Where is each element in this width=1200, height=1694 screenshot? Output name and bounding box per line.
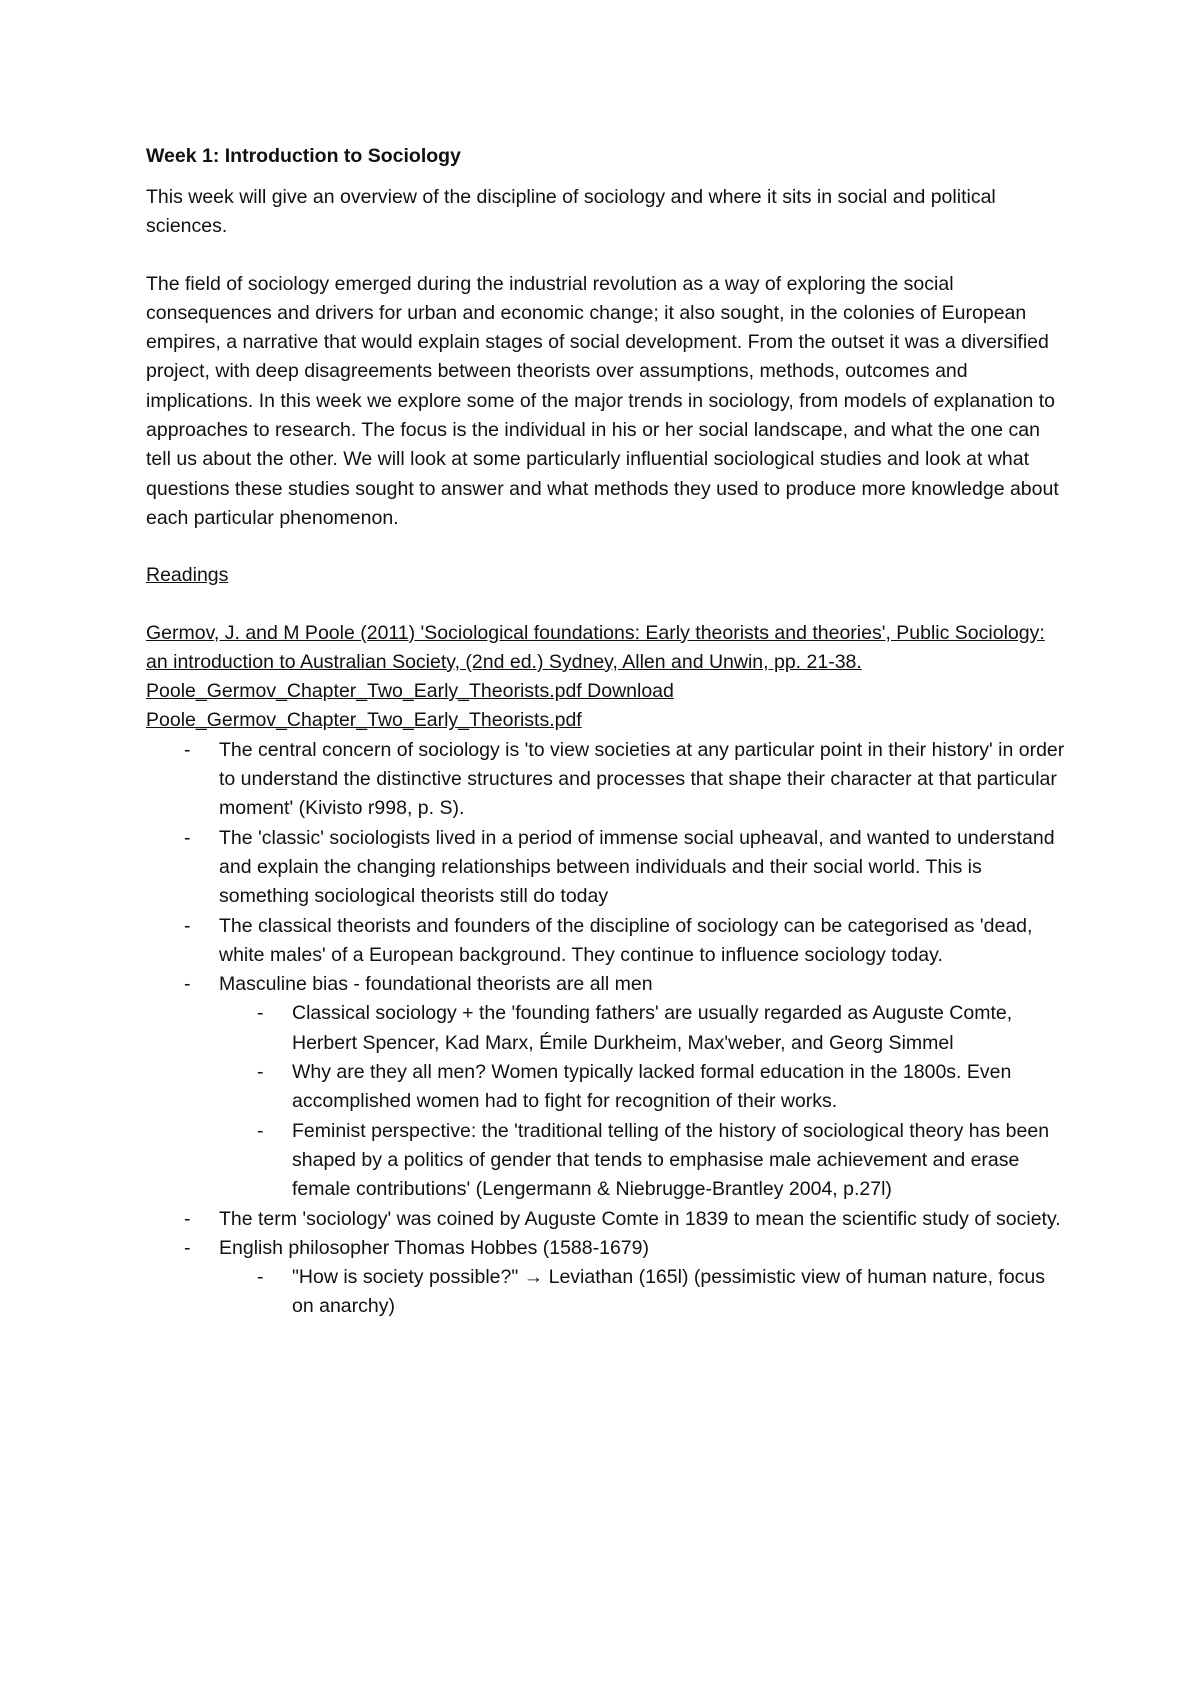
list-item-text: The central concern of sociology is 'to view societies at any particular point in their history' in order to understand the distinctive structures and processes that shape their character at that particular moment' (Kivisto r998, p. S).: [219, 738, 1065, 820]
readings-heading: Readings: [146, 564, 229, 587]
list-item-text: The 'classic' sociologists lived in a period of immense social upheaval, and wanted to understand and explain the changing relationships between individuals and their social world. This is something sociological theorists still do today: [219, 826, 1055, 908]
sub-list: [219, 1263, 1070, 1322]
list-item-text: Classical sociology + the 'founding fathers' are usually regarded as Auguste Comte, Herbert Spencer, Kad Marx, Émile Durkheim, Max'weber, and Georg Simmel: [292, 1002, 1013, 1054]
list-item: [146, 736, 1070, 824]
bullet-dash: -: [257, 1002, 264, 1025]
list-item-text: "How is society possible?" → Leviathan (165l) (pessimistic view of human nature, focus on anarchy): [292, 1266, 1046, 1318]
bullet-dash: -: [257, 1061, 264, 1084]
list-item: [146, 824, 1070, 912]
list-item: [146, 1205, 1070, 1234]
bullet-dash: -: [257, 1266, 264, 1289]
sub-list: [219, 999, 1070, 1204]
list-item-text: The term 'sociology' was coined by Auguste Comte in 1839 to mean the scientific study of society.: [219, 1207, 1061, 1230]
sub-list-item: [219, 1058, 1070, 1117]
bullet-dash: -: [184, 1207, 191, 1230]
bullet-dash: -: [184, 738, 191, 761]
sub-list-item: [219, 999, 1070, 1058]
bullet-dash: -: [257, 1119, 264, 1142]
bullet-dash: -: [184, 826, 191, 849]
list-item-text: Feminist perspective: the 'traditional telling of the history of sociological theory has been shaped by a politics of gender that tends to emphasise male achievement and erase female contributions' (Lengermann & Niebrugge-Brantley 2004, p.27l): [292, 1119, 1050, 1201]
list-item-text: English philosopher Thomas Hobbes (1588-1679): [219, 1236, 649, 1259]
bullet-dash: -: [184, 1236, 191, 1259]
list-item-text: Why are they all men? Women typically lacked formal education in the 1800s. Even accomplished women had to fight for recognition of their works.: [292, 1061, 1012, 1113]
list-item-text: Masculine bias - foundational theorists are all men: [219, 973, 653, 996]
list-item: [146, 970, 1070, 1204]
reading-reference-link[interactable]: Germov, J. and M Poole (2011) 'Sociological foundations: Early theorists and theories', Public Sociology: an introduction to Australian Society, (2nd ed.) Sydney, Allen and Unwin, pp. 21-38. Poole_Germov_Chapter_Two_Early_Theorists.pdf Download Poole_Germov_Chapter_Two_Early_Theorists.pdf: [146, 621, 1045, 732]
sub-list-item: [219, 1117, 1070, 1205]
list-item-text: The classical theorists and founders of the discipline of sociology can be categorised as 'dead, white males' of a European background. They continue to influence sociology today.: [219, 914, 1033, 966]
bullet-dash: -: [184, 914, 191, 937]
body-paragraph: The field of sociology emerged during the industrial revolution as a way of exploring the social consequences and drivers for urban and economic change; it also sought, in the colonies of European empires, a narrative that would explain stages of social development. From the outset it was a diversified project, with deep disagreements between theorists over assumptions, methods, outcomes and implications. In this week we explore some of the major trends in sociology, from models of explanation to approaches to research. The focus is the individual in his or her social landscape, and what the one can tell us about the other. We will look at some particularly influential sociological studies and look at what questions these studies sought to answer and what methods they used to produce more knowledge about each particular phenomenon.: [146, 272, 1059, 529]
sub-list-item: [219, 1263, 1070, 1322]
list-item: [146, 1234, 1070, 1322]
notes-list: [146, 736, 1070, 1322]
intro-paragraph: This week will give an overview of the discipline of sociology and where it sits in social and political sciences.: [146, 186, 996, 238]
bullet-dash: -: [184, 973, 191, 996]
list-item: [146, 912, 1070, 971]
page-title: Week 1: Introduction to Sociology: [146, 145, 461, 167]
